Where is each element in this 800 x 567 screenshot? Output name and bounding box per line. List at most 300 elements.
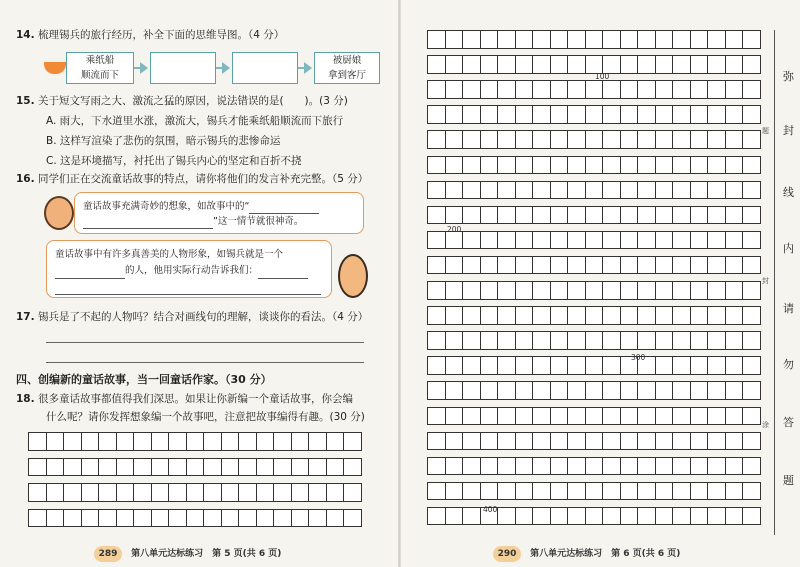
grid-cell[interactable] xyxy=(133,483,152,502)
grid-cell[interactable] xyxy=(532,356,551,375)
grid-cell[interactable] xyxy=(532,156,551,175)
grid-cell[interactable] xyxy=(602,30,621,49)
grid-cell[interactable] xyxy=(567,130,586,149)
grid-cell[interactable] xyxy=(672,55,691,74)
grid-cell[interactable] xyxy=(742,55,761,74)
grid-cell[interactable] xyxy=(620,130,639,149)
grid-cell[interactable] xyxy=(707,507,726,526)
grid-cell[interactable] xyxy=(427,482,446,501)
grid-cell[interactable] xyxy=(445,507,464,526)
grid-cell[interactable] xyxy=(28,432,47,451)
grid-cell[interactable] xyxy=(707,30,726,49)
grid-cell[interactable] xyxy=(567,356,586,375)
grid-cell[interactable] xyxy=(690,281,709,300)
grid-cell[interactable] xyxy=(672,507,691,526)
grid-cell[interactable] xyxy=(637,30,656,49)
grid-cell[interactable] xyxy=(532,381,551,400)
grid-cell[interactable] xyxy=(672,356,691,375)
grid-cell[interactable] xyxy=(532,80,551,99)
grid-cell[interactable] xyxy=(690,432,709,451)
grid-cell[interactable] xyxy=(567,30,586,49)
grid-cell[interactable] xyxy=(690,80,709,99)
grid-cell[interactable] xyxy=(532,206,551,225)
grid-cell[interactable] xyxy=(567,331,586,350)
grid-cell[interactable] xyxy=(515,331,534,350)
grid-cell[interactable] xyxy=(532,432,551,451)
grid-cell[interactable] xyxy=(515,156,534,175)
grid-cell[interactable] xyxy=(480,381,499,400)
grid-cell[interactable] xyxy=(707,281,726,300)
grid-cell[interactable] xyxy=(427,181,446,200)
grid-cell[interactable] xyxy=(462,356,481,375)
grid-cell[interactable] xyxy=(343,458,362,477)
grid-cell[interactable] xyxy=(742,457,761,476)
grid-cell[interactable] xyxy=(620,381,639,400)
grid-cell[interactable] xyxy=(655,407,674,426)
grid-cell[interactable] xyxy=(221,509,240,528)
grid-cell[interactable] xyxy=(497,457,516,476)
grid-cell[interactable] xyxy=(550,306,569,325)
grid-cell[interactable] xyxy=(63,458,82,477)
grid-cell[interactable] xyxy=(427,105,446,124)
grid-cell[interactable] xyxy=(480,55,499,74)
grid-cell[interactable] xyxy=(672,482,691,501)
grid-cell[interactable] xyxy=(480,356,499,375)
grid-cell[interactable] xyxy=(585,407,604,426)
grid-cell[interactable] xyxy=(567,156,586,175)
grid-cell[interactable] xyxy=(707,231,726,250)
grid-cell[interactable] xyxy=(427,331,446,350)
grid-cell[interactable] xyxy=(742,206,761,225)
grid-cell[interactable] xyxy=(567,381,586,400)
grid-cell[interactable] xyxy=(550,356,569,375)
grid-cell[interactable] xyxy=(690,407,709,426)
grid-cell[interactable] xyxy=(620,281,639,300)
grid-cell[interactable] xyxy=(98,483,117,502)
grid-cell[interactable] xyxy=(655,256,674,275)
grid-cell[interactable] xyxy=(151,483,170,502)
grid-cell[interactable] xyxy=(742,256,761,275)
grid-cell[interactable] xyxy=(497,30,516,49)
grid-cell[interactable] xyxy=(462,507,481,526)
grid-cell[interactable] xyxy=(462,281,481,300)
mind-map-box-2-blank[interactable] xyxy=(150,52,216,84)
grid-cell[interactable] xyxy=(725,206,744,225)
grid-cell[interactable] xyxy=(445,457,464,476)
grid-cell[interactable] xyxy=(515,432,534,451)
grid-cell[interactable] xyxy=(326,509,345,528)
grid-cell[interactable] xyxy=(550,206,569,225)
grid-cell[interactable] xyxy=(116,483,135,502)
grid-cell[interactable] xyxy=(291,483,310,502)
grid-cell[interactable] xyxy=(28,483,47,502)
grid-cell[interactable] xyxy=(742,80,761,99)
grid-cell[interactable] xyxy=(445,156,464,175)
grid-cell[interactable] xyxy=(602,306,621,325)
grid-cell[interactable] xyxy=(620,156,639,175)
grid-cell[interactable] xyxy=(515,105,534,124)
grid-cell[interactable] xyxy=(602,381,621,400)
grid-cell[interactable] xyxy=(480,407,499,426)
grid-cell[interactable] xyxy=(326,483,345,502)
grid-cell[interactable] xyxy=(620,231,639,250)
grid-cell[interactable] xyxy=(81,432,100,451)
grid-cell[interactable] xyxy=(637,381,656,400)
grid-cell[interactable] xyxy=(585,130,604,149)
grid-cell[interactable] xyxy=(585,356,604,375)
grid-cell[interactable] xyxy=(602,105,621,124)
grid-cell[interactable] xyxy=(707,356,726,375)
grid-cell[interactable] xyxy=(655,156,674,175)
grid-cell[interactable] xyxy=(497,181,516,200)
grid-cell[interactable] xyxy=(497,407,516,426)
grid-cell[interactable] xyxy=(28,509,47,528)
grid-cell[interactable] xyxy=(742,482,761,501)
grid-cell[interactable] xyxy=(462,156,481,175)
grid-cell[interactable] xyxy=(602,156,621,175)
grid-cell[interactable] xyxy=(63,432,82,451)
grid-cell[interactable] xyxy=(567,55,586,74)
grid-cell[interactable] xyxy=(725,30,744,49)
grid-cell[interactable] xyxy=(602,407,621,426)
grid-cell[interactable] xyxy=(637,507,656,526)
grid-cell[interactable] xyxy=(497,432,516,451)
grid-cell[interactable] xyxy=(655,80,674,99)
grid-cell[interactable] xyxy=(515,457,534,476)
grid-cell[interactable] xyxy=(707,181,726,200)
grid-cell[interactable] xyxy=(462,331,481,350)
grid-cell[interactable] xyxy=(427,206,446,225)
grid-cell[interactable] xyxy=(273,509,292,528)
grid-cell[interactable] xyxy=(515,407,534,426)
grid-cell[interactable] xyxy=(690,256,709,275)
grid-cell[interactable] xyxy=(256,509,275,528)
grid-cell[interactable] xyxy=(672,80,691,99)
grid-cell[interactable] xyxy=(427,256,446,275)
grid-cell[interactable] xyxy=(462,407,481,426)
grid-cell[interactable] xyxy=(725,105,744,124)
grid-cell[interactable] xyxy=(515,356,534,375)
grid-cell[interactable] xyxy=(602,331,621,350)
grid-cell[interactable] xyxy=(707,206,726,225)
grid-cell[interactable] xyxy=(672,130,691,149)
grid-cell[interactable] xyxy=(725,507,744,526)
grid-cell[interactable] xyxy=(168,483,187,502)
grid-cell[interactable] xyxy=(515,55,534,74)
grid-cell[interactable] xyxy=(690,482,709,501)
option-c[interactable]: C. 这是环境描写，衬托出了锡兵内心的坚定和百折不挠 xyxy=(46,155,302,167)
grid-cell[interactable] xyxy=(308,432,327,451)
grid-cell[interactable] xyxy=(480,457,499,476)
grid-cell[interactable] xyxy=(480,156,499,175)
grid-cell[interactable] xyxy=(462,457,481,476)
grid-cell[interactable] xyxy=(637,55,656,74)
grid-cell[interactable] xyxy=(462,206,481,225)
grid-cell[interactable] xyxy=(427,30,446,49)
grid-cell[interactable] xyxy=(585,482,604,501)
grid-cell[interactable] xyxy=(480,331,499,350)
grid-cell[interactable] xyxy=(655,331,674,350)
grid-cell[interactable] xyxy=(707,331,726,350)
writing-grid-right[interactable] xyxy=(427,30,765,533)
grid-cell[interactable] xyxy=(637,331,656,350)
grid-cell[interactable] xyxy=(133,509,152,528)
grid-cell[interactable] xyxy=(480,80,499,99)
grid-cell[interactable] xyxy=(462,105,481,124)
grid-cell[interactable] xyxy=(515,30,534,49)
grid-cell[interactable] xyxy=(497,381,516,400)
grid-cell[interactable] xyxy=(515,306,534,325)
grid-cell[interactable] xyxy=(690,356,709,375)
grid-cell[interactable] xyxy=(308,509,327,528)
grid-cell[interactable] xyxy=(585,105,604,124)
grid-cell[interactable] xyxy=(462,231,481,250)
grid-cell[interactable] xyxy=(273,432,292,451)
grid-cell[interactable] xyxy=(742,306,761,325)
grid-cell[interactable] xyxy=(637,206,656,225)
grid-cell[interactable] xyxy=(602,181,621,200)
grid-cell[interactable] xyxy=(515,80,534,99)
grid-cell[interactable] xyxy=(585,231,604,250)
grid-cell[interactable] xyxy=(532,407,551,426)
grid-cell[interactable] xyxy=(620,306,639,325)
grid-cell[interactable] xyxy=(326,432,345,451)
grid-cell[interactable] xyxy=(550,181,569,200)
grid-cell[interactable] xyxy=(480,231,499,250)
blank-line[interactable] xyxy=(55,278,125,279)
grid-cell[interactable] xyxy=(497,156,516,175)
grid-cell[interactable] xyxy=(707,130,726,149)
grid-cell[interactable] xyxy=(168,432,187,451)
writing-grid-left[interactable] xyxy=(28,432,366,534)
grid-cell[interactable] xyxy=(151,458,170,477)
grid-cell[interactable] xyxy=(445,482,464,501)
grid-cell[interactable] xyxy=(620,432,639,451)
grid-cell[interactable] xyxy=(116,509,135,528)
grid-cell[interactable] xyxy=(273,483,292,502)
grid-cell[interactable] xyxy=(567,482,586,501)
grid-cell[interactable] xyxy=(532,181,551,200)
grid-cell[interactable] xyxy=(620,331,639,350)
grid-cell[interactable] xyxy=(515,181,534,200)
grid-cell[interactable] xyxy=(742,181,761,200)
grid-cell[interactable] xyxy=(151,432,170,451)
mind-map-box-3-blank[interactable] xyxy=(232,52,298,84)
grid-cell[interactable] xyxy=(637,105,656,124)
grid-cell[interactable] xyxy=(532,55,551,74)
grid-cell[interactable] xyxy=(585,30,604,49)
grid-cell[interactable] xyxy=(655,356,674,375)
grid-cell[interactable] xyxy=(585,80,604,99)
grid-cell[interactable] xyxy=(585,457,604,476)
grid-cell[interactable] xyxy=(567,256,586,275)
grid-cell[interactable] xyxy=(186,458,205,477)
grid-cell[interactable] xyxy=(203,432,222,451)
grid-cell[interactable] xyxy=(46,458,65,477)
grid-cell[interactable] xyxy=(116,432,135,451)
grid-cell[interactable] xyxy=(742,281,761,300)
blank-line[interactable] xyxy=(83,228,213,229)
answer-line[interactable] xyxy=(46,342,364,343)
grid-cell[interactable] xyxy=(585,256,604,275)
grid-cell[interactable] xyxy=(515,231,534,250)
grid-cell[interactable] xyxy=(655,482,674,501)
grid-cell[interactable] xyxy=(567,306,586,325)
grid-cell[interactable] xyxy=(655,507,674,526)
grid-cell[interactable] xyxy=(655,206,674,225)
grid-cell[interactable] xyxy=(707,80,726,99)
grid-cell[interactable] xyxy=(707,256,726,275)
grid-cell[interactable] xyxy=(203,458,222,477)
grid-cell[interactable] xyxy=(567,105,586,124)
grid-cell[interactable] xyxy=(637,457,656,476)
grid-cell[interactable] xyxy=(497,256,516,275)
grid-cell[interactable] xyxy=(672,231,691,250)
grid-cell[interactable] xyxy=(655,432,674,451)
grid-cell[interactable] xyxy=(725,306,744,325)
grid-cell[interactable] xyxy=(445,55,464,74)
blank-line[interactable] xyxy=(55,294,321,295)
grid-cell[interactable] xyxy=(725,156,744,175)
grid-cell[interactable] xyxy=(497,55,516,74)
grid-cell[interactable] xyxy=(497,507,516,526)
grid-cell[interactable] xyxy=(550,432,569,451)
grid-cell[interactable] xyxy=(445,331,464,350)
grid-cell[interactable] xyxy=(567,281,586,300)
grid-cell[interactable] xyxy=(620,507,639,526)
grid-cell[interactable] xyxy=(550,30,569,49)
grid-cell[interactable] xyxy=(532,331,551,350)
grid-cell[interactable] xyxy=(445,80,464,99)
grid-cell[interactable] xyxy=(63,509,82,528)
grid-cell[interactable] xyxy=(672,156,691,175)
grid-cell[interactable] xyxy=(672,281,691,300)
grid-cell[interactable] xyxy=(637,130,656,149)
grid-cell[interactable] xyxy=(256,432,275,451)
grid-cell[interactable] xyxy=(725,130,744,149)
grid-cell[interactable] xyxy=(742,130,761,149)
grid-cell[interactable] xyxy=(480,482,499,501)
grid-cell[interactable] xyxy=(672,256,691,275)
grid-cell[interactable] xyxy=(637,432,656,451)
grid-cell[interactable] xyxy=(238,509,257,528)
grid-cell[interactable] xyxy=(497,482,516,501)
grid-cell[interactable] xyxy=(273,458,292,477)
grid-cell[interactable] xyxy=(462,80,481,99)
grid-cell[interactable] xyxy=(725,181,744,200)
grid-cell[interactable] xyxy=(221,483,240,502)
grid-cell[interactable] xyxy=(637,156,656,175)
grid-cell[interactable] xyxy=(343,509,362,528)
grid-cell[interactable] xyxy=(291,509,310,528)
grid-cell[interactable] xyxy=(602,482,621,501)
grid-cell[interactable] xyxy=(672,457,691,476)
grid-cell[interactable] xyxy=(480,105,499,124)
grid-cell[interactable] xyxy=(690,231,709,250)
grid-cell[interactable] xyxy=(445,432,464,451)
grid-cell[interactable] xyxy=(343,432,362,451)
grid-cell[interactable] xyxy=(602,231,621,250)
grid-cell[interactable] xyxy=(480,206,499,225)
grid-cell[interactable] xyxy=(637,181,656,200)
grid-cell[interactable] xyxy=(186,483,205,502)
grid-cell[interactable] xyxy=(655,281,674,300)
grid-cell[interactable] xyxy=(98,458,117,477)
grid-cell[interactable] xyxy=(238,432,257,451)
grid-cell[interactable] xyxy=(445,281,464,300)
grid-cell[interactable] xyxy=(672,407,691,426)
grid-cell[interactable] xyxy=(602,507,621,526)
grid-cell[interactable] xyxy=(585,181,604,200)
grid-cell[interactable] xyxy=(427,432,446,451)
grid-cell[interactable] xyxy=(462,256,481,275)
grid-cell[interactable] xyxy=(515,507,534,526)
grid-cell[interactable] xyxy=(655,55,674,74)
grid-cell[interactable] xyxy=(602,80,621,99)
grid-cell[interactable] xyxy=(462,30,481,49)
grid-cell[interactable] xyxy=(567,231,586,250)
grid-cell[interactable] xyxy=(497,105,516,124)
grid-cell[interactable] xyxy=(690,156,709,175)
grid-cell[interactable] xyxy=(550,256,569,275)
grid-cell[interactable] xyxy=(462,55,481,74)
grid-cell[interactable] xyxy=(168,458,187,477)
grid-cell[interactable] xyxy=(690,331,709,350)
grid-cell[interactable] xyxy=(186,509,205,528)
grid-cell[interactable] xyxy=(602,432,621,451)
grid-cell[interactable] xyxy=(690,105,709,124)
option-b[interactable]: B. 这样写渲染了悲伤的氛围，暗示锡兵的悲惨命运 xyxy=(46,135,281,147)
grid-cell[interactable] xyxy=(707,407,726,426)
grid-cell[interactable] xyxy=(497,281,516,300)
grid-cell[interactable] xyxy=(550,407,569,426)
grid-cell[interactable] xyxy=(620,482,639,501)
grid-cell[interactable] xyxy=(637,482,656,501)
grid-cell[interactable] xyxy=(742,105,761,124)
grid-cell[interactable] xyxy=(515,381,534,400)
grid-cell[interactable] xyxy=(168,509,187,528)
grid-cell[interactable] xyxy=(256,458,275,477)
grid-cell[interactable] xyxy=(291,458,310,477)
grid-cell[interactable] xyxy=(515,281,534,300)
grid-cell[interactable] xyxy=(133,432,152,451)
grid-cell[interactable] xyxy=(515,256,534,275)
grid-cell[interactable] xyxy=(28,458,47,477)
grid-cell[interactable] xyxy=(116,458,135,477)
grid-cell[interactable] xyxy=(445,356,464,375)
grid-cell[interactable] xyxy=(567,432,586,451)
grid-cell[interactable] xyxy=(550,507,569,526)
grid-cell[interactable] xyxy=(550,156,569,175)
grid-cell[interactable] xyxy=(427,231,446,250)
grid-cell[interactable] xyxy=(515,206,534,225)
grid-cell[interactable] xyxy=(532,30,551,49)
grid-cell[interactable] xyxy=(690,507,709,526)
grid-cell[interactable] xyxy=(532,306,551,325)
grid-cell[interactable] xyxy=(725,482,744,501)
grid-cell[interactable] xyxy=(655,231,674,250)
grid-cell[interactable] xyxy=(462,482,481,501)
grid-cell[interactable] xyxy=(427,356,446,375)
grid-cell[interactable] xyxy=(602,281,621,300)
grid-cell[interactable] xyxy=(308,458,327,477)
grid-cell[interactable] xyxy=(462,181,481,200)
blank-line[interactable] xyxy=(249,213,319,214)
grid-cell[interactable] xyxy=(725,381,744,400)
grid-cell[interactable] xyxy=(445,206,464,225)
grid-cell[interactable] xyxy=(742,381,761,400)
grid-cell[interactable] xyxy=(742,156,761,175)
